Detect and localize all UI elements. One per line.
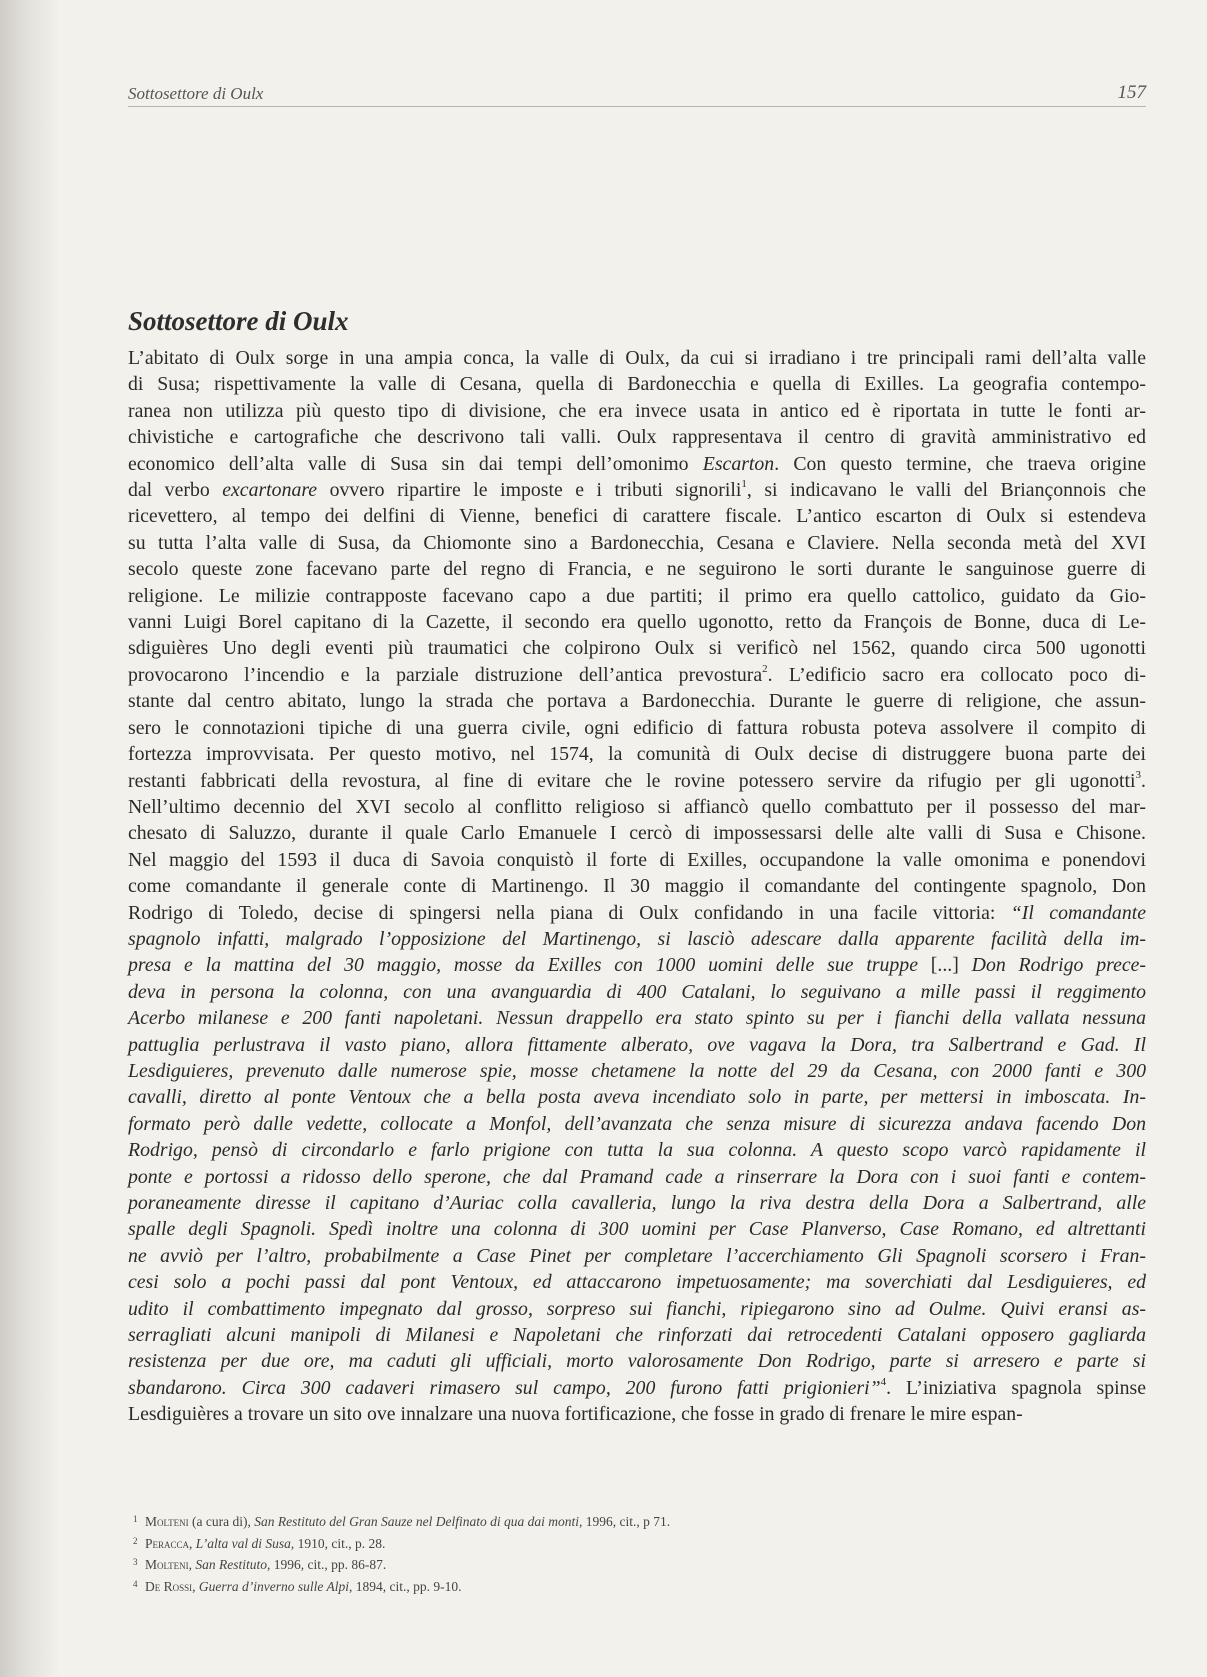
running-head-section: Sottosettore di Oulx: [128, 84, 264, 103]
running-head: [128, 80, 1146, 107]
body-line: su tutta l’alta valle di Susa, da Chiomonte sino a Bardonecchia, Cesana e Claviere. Nella seconda metà del XVI: [128, 531, 1146, 554]
quote-line: udito il combattimento impegnato dal grosso, sorpreso sui fianchi, ripiegarono sino ad Oulme. Quivi eransi as-: [128, 1297, 1146, 1320]
footnotes: [133, 1510, 933, 1596]
body-line: come comandante il generale conte di Martinengo. Il 30 maggio il comandante del contingente spagnolo, Don: [128, 875, 1146, 898]
quote-line: ponte e portossi a ridosso dello sperone, che dal Pramand cade a rinserrare la Dora con i suoi fanti e contem-: [128, 1165, 1146, 1188]
body-line: Nel maggio del 1593 il duca di Savoia conquistò il forte di Exilles, occupandone la valle omonima e ponendovi: [128, 848, 1146, 871]
quote-line: spagnolo infatti, malgrado l’opposizione del Martinengo, si lasciò adescare dalla apparente facilità della im-: [128, 927, 1146, 950]
quote-line: formato però dalle vedette, collocate a Monfol, dell’avanzata che senza misure di sicurezza andava facendo Don: [128, 1112, 1146, 1135]
body-line: vanni Luigi Borel capitano di la Cazette, il secondo era quello ugonotto, retto da François de Bonne, duca di Le-: [128, 611, 1146, 634]
body-line: ricevettero, al tempo dei delfini di Vienne, benefici di carattere fiscale. L’antico escarton di Oulx si estendeva: [128, 505, 1146, 528]
footnote: 4 De Rossi, Guerra d’inverno sulle Alpi, 1894, cit., pp. 9-10.: [133, 1578, 462, 1594]
page-number: 157: [1117, 82, 1146, 103]
body-line: Nell’ultimo decennio del XVI secolo al conflitto religioso si affiancò quello combattuto per il possesso del mar-: [128, 795, 1146, 818]
body-line: ranea non utilizza più questo tipo di divisione, che era invece usata in antico ed è riportata in tutte le fonti ar-: [128, 399, 1146, 422]
page-binding-shadow: [0, 0, 60, 1677]
quote-line: serragliati alcuni manipoli di Milanesi e Napoletani che rinforzati dai retrocedenti Catalani opposero gagliarda: [128, 1324, 1146, 1347]
body-line: sbandarono. Circa 300 cadaveri rimasero sul campo, 200 furono fatti prigionieri”$^4$. L’iniziativa spagnola spinse: [128, 1376, 1146, 1399]
body-line: sdiguières Uno degli eventi più traumatici che colpirono Oulx si verificò nel 1562, quando circa 500 ugonotti: [128, 637, 1146, 660]
body-line: chivistiche e cartografiche che descrivono tali valli. Oulx rappresentava il centro di gravità amministrativo ed: [128, 426, 1146, 449]
body-line: fortezza improvvisata. Per questo motivo, nel 1574, la comunità di Oulx decise di distruggere buona parte dei: [128, 743, 1146, 766]
quote-line: deva in persona la colonna, con una avanguardia di 400 Catalani, lo seguivano a mille passi il reggimento: [128, 980, 1146, 1003]
quote-line: Acerbo milanese e 200 fanti napoletani. Nessun drappello era stato spinto su per i fianchi della vallata nessuna: [128, 1007, 1146, 1030]
body-line: L’abitato di Oulx sorge in una ampia conca, la valle di Oulx, da cui si irradiano i tre principali rami dell’alta valle: [128, 347, 1146, 369]
footnote: 1 Molteni (a cura di), San Restituto del Gran Sauze nel Delfinato di qua dai monti, 1996, cit., p 71.: [133, 1514, 671, 1529]
section-title: Sottosettore di Oulx: [128, 306, 349, 336]
quote-line: Lesdiguieres, prevenuto dalle numerose spie, mosse chetamene la notte del 29 da Cesana, con 2000 fanti e 300: [128, 1059, 1146, 1082]
quote-line: poraneamente diresse il capitano d’Auriac colla cavalleria, lungo la riva destra della Dora a Salbertrand, alle: [128, 1192, 1146, 1214]
quote-line: cesi solo a pochi passi dal pont Ventoux, ed attaccarono impetuosamente; ma soverchiati dal Lesdiguieres, ed: [128, 1271, 1146, 1294]
footnote: 2 Peracca, L’alta val di Susa, 1910, cit., p. 28.: [133, 1535, 386, 1551]
quote-line: cavalli, diretto al ponte Ventoux che a bella posta aveva incendiato solo in parte, per mettersi in imboscata. In-: [128, 1086, 1146, 1109]
body-line: dal verbo excartonare ovvero ripartire le imposte e i tributi signorili$^1$, si indicavano le valli del Briançonnois che: [128, 478, 1146, 502]
body-line: sero le connotazioni tipiche di una guerra civile, ogni edificio di fattura robusta poteva assolvere il compito di: [128, 716, 1146, 739]
quote-line: Rodrigo, pensò di circondarlo e farlo prigione con tutta la sua colonna. A questo scopo varcò rapidamente il: [128, 1139, 1146, 1162]
footnote-ref: 1: [741, 478, 747, 491]
body-paragraph: [128, 345, 1146, 1428]
body-line: Rodrigo di Toledo, decise di spingersi nella piana di Oulx confidando in una facile vittoria: “Il comandante: [128, 901, 1146, 924]
body-line: Lesdiguières a trovare un sito ove innalzare una nuova fortificazione, che fosse in grado di frenare le mire espan-: [128, 1403, 1023, 1426]
body-line: stante dal centro abitato, lungo la strada che portava a Bardonecchia. Durante le guerre di religione, che assun-: [128, 690, 1146, 713]
body-line: provocarono l’incendio e la parziale distruzione dell’antica prevostura$^2$. L’edificio sacro era collocato poco di-: [128, 663, 1146, 686]
body-line: chesato di Saluzzo, durante il quale Carlo Emanuele I cercò di impossessarsi delle alte valli di Susa e Chisone.: [128, 822, 1146, 845]
body-line: economico dell’alta valle di Susa sin dai tempi dell’omonimo Escarton. Con questo termine, che traeva origine: [128, 452, 1146, 475]
body-line: secolo queste zone facevano parte del regno di Francia, e ne seguirono le sorti durante le sanguinose guerre di: [128, 558, 1146, 581]
footnote-ref: 2: [762, 663, 768, 676]
footnote-ref: 3: [1135, 768, 1142, 781]
body-line: restanti fabbricati della revostura, al fine di evitare che le rovine potessero servire da rifugio per gli ugonotti$^3$.: [128, 768, 1146, 792]
footnote: 3 Molteni, San Restituto, 1996, cit., pp. 86-87.: [133, 1557, 387, 1572]
quote-line: spalle degli Spagnoli. Spedì inoltre una colonna di 300 uomini per Case Planverso, Case Romano, ed altrettanti: [128, 1218, 1146, 1241]
quote-line: resistenza per due ore, ma caduti gli ufficiali, morto valorosamente Don Rodrigo, parte si arresero e parte si: [128, 1350, 1146, 1373]
body-line: di Susa; rispettivamente la valle di Cesana, quella di Bardonecchia e quella di Exilles. La geografia contempo-: [128, 373, 1146, 396]
body-line: religione. Le milizie contrapposte facevano capo a due partiti; il primo era quello cattolico, guidato da Gio-: [128, 584, 1146, 607]
quote-line: presa e la mattina del 30 maggio, mosse da Exilles con 1000 uomini delle sue truppe [...] Don Rodrigo prece-: [128, 954, 1146, 977]
quote-line: pattuglia perlustrava il vasto piano, allora fittamente alberato, ove vagava la Dora, tra Salbertrand e Gad. Il: [128, 1033, 1146, 1056]
footnote-ref: 4: [880, 1376, 887, 1389]
quote-line: ne avviò per l’altro, probabilmente a Case Pinet per completare l’accerchiamento Gli Spagnoli scorsero i Fran-: [128, 1244, 1146, 1267]
